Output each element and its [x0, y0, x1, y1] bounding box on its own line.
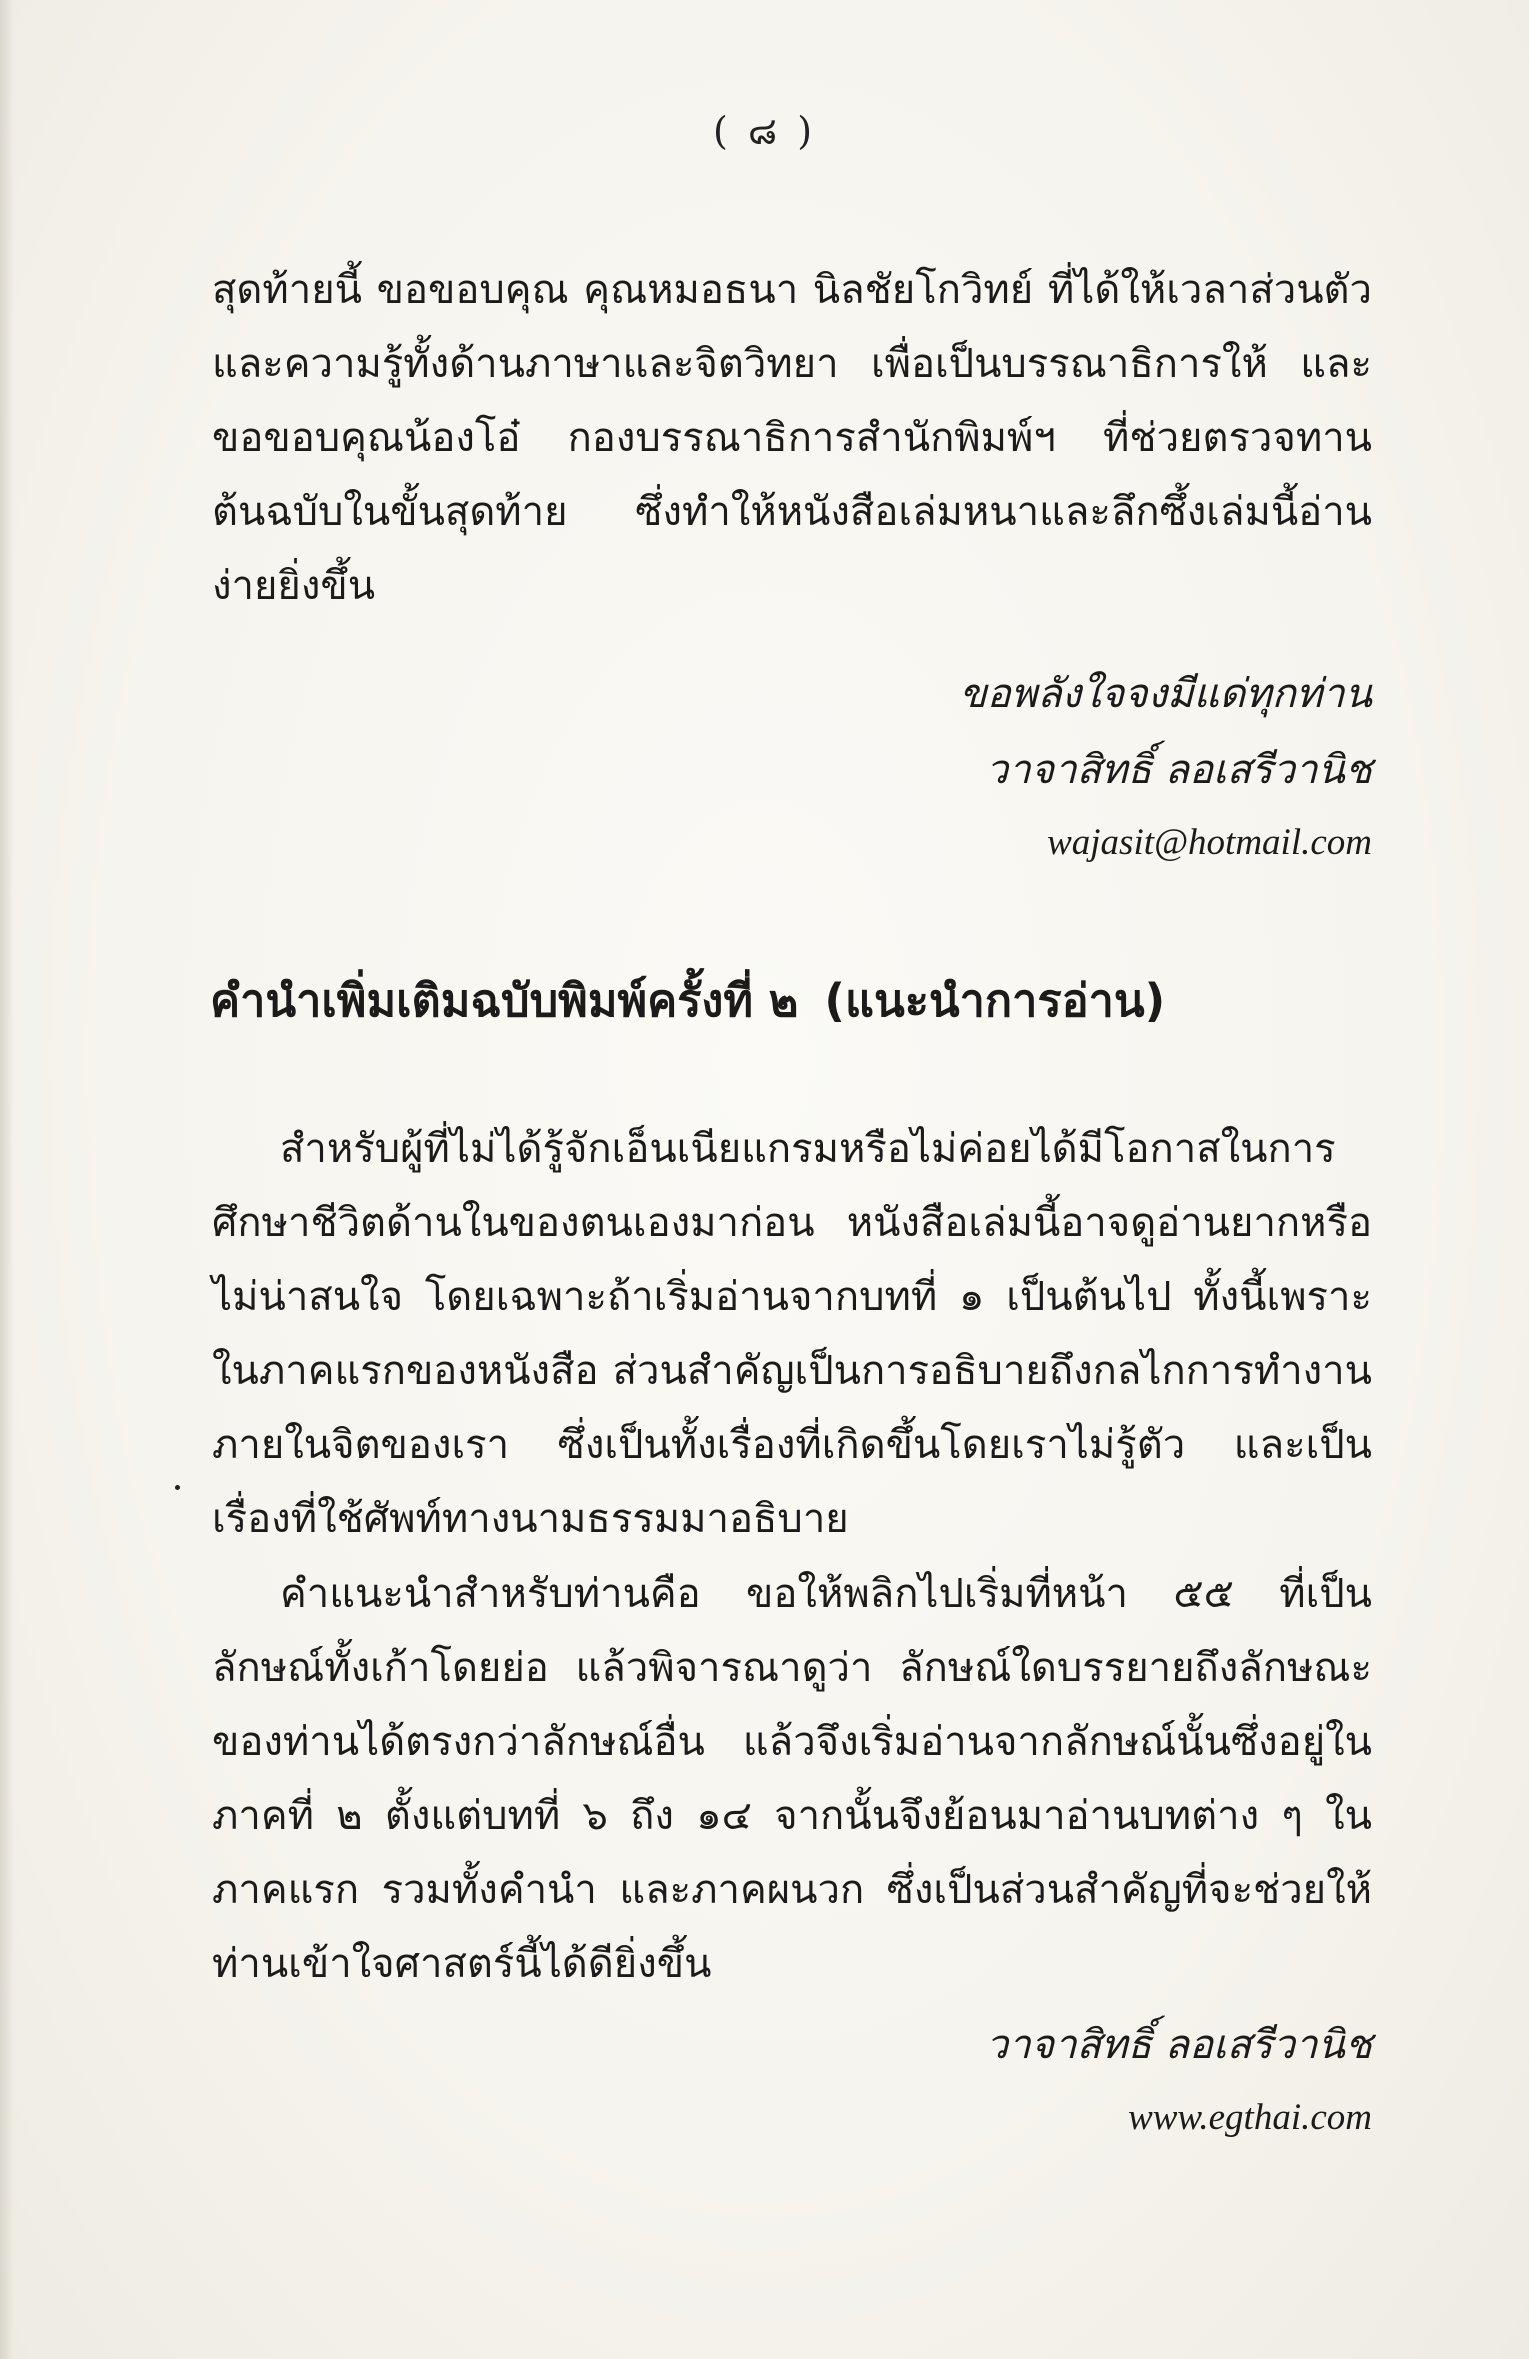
- paragraph-line: และความรู้ทั้งด้านภาษาและจิตวิทยา เพื่อเป็นบรรณาธิการให้ และ: [212, 341, 1372, 387]
- paragraph-line: ในภาคแรกของหนังสือ ส่วนสำคัญเป็นการอธิบายถึงกลไกการทำงาน: [212, 1348, 1372, 1394]
- paragraph-line: ท่านเข้าใจศาสตร์นี้ได้ดียิ่งขึ้น: [212, 1941, 712, 1987]
- reading-guide-paragraph-2: [212, 1557, 1372, 2001]
- paragraph-line: ต้นฉบับในขั้นสุดท้าย ซึ่งทำให้หนังสือเล่มหนาและลึกซึ้งเล่มนี้อ่าน: [212, 489, 1372, 535]
- heading-main: คำนำเพิ่มเติมฉบับพิมพ์ครั้งที่ ๒: [210, 974, 799, 1027]
- paragraph-line: ไม่น่าสนใจ โดยเฉพาะถ้าเริ่มอ่านจากบทที่ ๑ เป็นต้นไป ทั้งนี้เพราะ: [212, 1274, 1372, 1320]
- paragraph-line: สำหรับผู้ที่ไม่ได้รู้จักเอ็นเนียแกรมหรือไม่ค่อยได้มีโอกาสในการ: [280, 1126, 1336, 1172]
- paragraph-line: สุดท้ายนี้ ขอขอบคุณ คุณหมอธนา นิลชัยโกวิทย์ ที่ได้ให้เวลาส่วนตัว: [212, 267, 1372, 313]
- paragraph-line: ศึกษาชีวิตด้านในของตนเองมาก่อน หนังสือเล่มนี้อาจดูอ่านยากหรือ: [212, 1200, 1372, 1246]
- section-heading: [210, 966, 1380, 1036]
- paragraph-line: ง่ายยิ่งขึ้น: [212, 563, 376, 609]
- paragraph-line: ของท่านได้ตรงกว่าลักษณ์อื่น แล้วจึงเริ่มอ่านจากลักษณ์นั้นซึ่งอยู่ใน: [212, 1719, 1372, 1765]
- author-email: wajasit@hotmail.com: [1047, 822, 1372, 863]
- page-edge-shadow: [0, 0, 14, 2359]
- paragraph-line: ภาคแรก รวมทั้งคำนำ และภาคผนวก ซึ่งเป็นส่วนสำคัญที่จะช่วยให้: [212, 1867, 1372, 1913]
- acknowledgement-paragraph: [212, 253, 1372, 623]
- signature-author: วาจาสิทธิ์ ลอเสรีวานิช: [985, 747, 1372, 793]
- paragraph-line: ภาคที่ ๒ ตั้งแต่บทที่ ๖ ถึง ๑๔ จากนั้นจึงย้อนมาอ่านบทต่าง ๆ ใน: [212, 1793, 1372, 1839]
- reading-guide-paragraph-1: [212, 1112, 1372, 1556]
- page-number: ( ๘ ): [712, 109, 817, 153]
- signature-closing: ขอพลังใจจงมีแด่ทุกท่าน: [959, 671, 1372, 717]
- heading-subtitle: (แนะนำการอ่าน): [824, 974, 1166, 1027]
- author-website: www.egthai.com: [1128, 2097, 1372, 2138]
- paragraph-line: คำแนะนำสำหรับท่านคือ ขอให้พลิกไปเริ่มที่หน้า ๕๕ ที่เป็น: [280, 1571, 1372, 1617]
- paragraph-line: ขอขอบคุณน้องโอ๋ กองบรรณาธิการสำนักพิมพ์ฯ ที่ช่วยตรวจทาน: [212, 415, 1372, 461]
- signature-author-2: วาจาสิทธิ์ ลอเสรีวานิช: [985, 2022, 1372, 2068]
- paragraph-line: ลักษณ์ทั้งเก้าโดยย่อ แล้วพิจารณาดูว่า ลักษณ์ใดบรรยายถึงลักษณะ: [212, 1645, 1372, 1691]
- ink-speck: [175, 1485, 180, 1490]
- paragraph-line: เรื่องที่ใช้ศัพท์ทางนามธรรมมาอธิบาย: [212, 1496, 849, 1542]
- paragraph-line: ภายในจิตของเรา ซึ่งเป็นทั้งเรื่องที่เกิดขึ้นโดยเราไม่รู้ตัว และเป็น: [212, 1422, 1372, 1468]
